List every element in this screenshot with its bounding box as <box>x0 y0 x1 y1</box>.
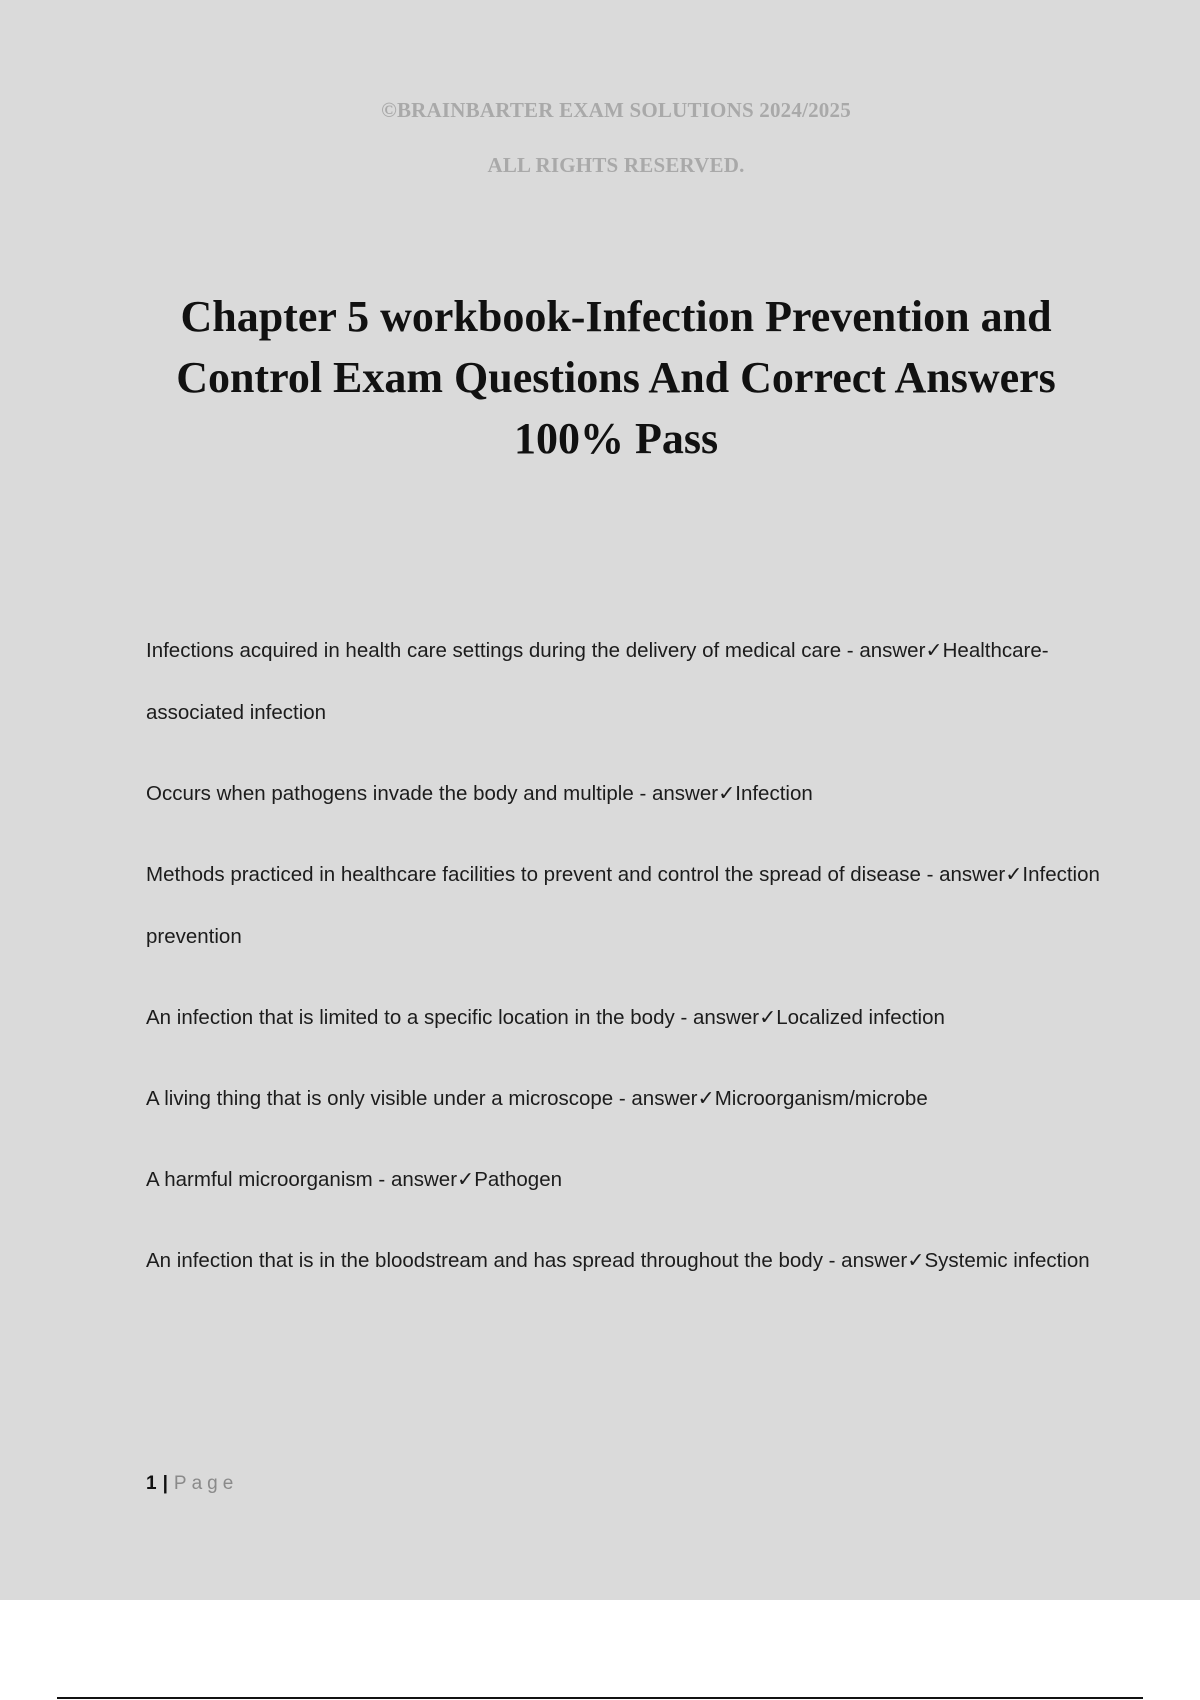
qa-answer: Healthcare-associated infection <box>146 639 1049 724</box>
check-icon: ✓ <box>925 639 943 662</box>
page-label: Page <box>173 1473 239 1494</box>
check-icon: ✓ <box>697 1087 715 1110</box>
check-icon: ✓ <box>457 1168 475 1191</box>
qa-list <box>146 620 1106 1311</box>
qa-answer: Infection <box>735 782 813 805</box>
check-icon: ✓ <box>759 1006 777 1029</box>
qa-separator: - <box>613 1087 632 1110</box>
bottom-divider <box>57 1697 1143 1699</box>
document-title: Chapter 5 workbook-Infection Prevention and Control Exam Questions And Correct Answers 100% Pass <box>176 292 1056 463</box>
qa-answer: Localized infection <box>776 1006 945 1029</box>
qa-answer: Microorganism/microbe <box>714 1087 928 1110</box>
qa-item <box>146 1149 1106 1211</box>
qa-separator: - <box>822 1249 842 1272</box>
qa-separator: - <box>633 782 652 805</box>
qa-answer: Infection prevention <box>146 863 1100 948</box>
qa-item <box>146 1230 1106 1292</box>
answer-label: answer <box>631 1087 698 1110</box>
qa-item <box>146 763 1106 825</box>
qa-separator: - <box>920 863 940 886</box>
footer-separator: | <box>162 1473 168 1494</box>
qa-question: An infection that is in the bloodstream and has spread throughout the body <box>146 1249 823 1272</box>
qa-item <box>146 1068 1106 1130</box>
check-icon: ✓ <box>718 782 736 805</box>
qa-question: A harmful microorganism <box>146 1168 373 1191</box>
qa-question: Occurs when pathogens invade the body and multiple <box>146 782 634 805</box>
qa-answer: Pathogen <box>474 1168 562 1191</box>
answer-label: answer <box>651 782 719 805</box>
check-icon: ✓ <box>1005 863 1023 886</box>
answer-label: answer <box>390 1168 458 1191</box>
qa-item <box>146 844 1106 968</box>
qa-separator: - <box>674 1006 693 1029</box>
qa-question: A living thing that is only visible under a microscope <box>146 1087 614 1110</box>
check-icon: ✓ <box>907 1249 925 1272</box>
qa-answer: Systemic infection <box>924 1249 1090 1272</box>
watermark-rights: ALL RIGHTS RESERVED. <box>487 153 745 177</box>
answer-label: answer <box>692 1006 760 1029</box>
qa-separator: - <box>841 639 860 662</box>
qa-question: Methods practiced in healthcare facilities to prevent and control the spread of disease <box>146 863 921 886</box>
page-number: 1 <box>146 1473 157 1494</box>
qa-question: An infection that is limited to a specific location in the body <box>146 1006 675 1029</box>
answer-label: answer <box>859 639 926 662</box>
watermark-copyright: ©BRAINBARTER EXAM SOLUTIONS 2024/2025 <box>381 98 851 122</box>
qa-question: Infections acquired in health care settings during the delivery of medical care <box>146 639 842 662</box>
answer-label: answer <box>841 1249 908 1272</box>
qa-item <box>146 620 1106 744</box>
qa-item <box>146 987 1106 1049</box>
qa-separator: - <box>372 1168 391 1191</box>
answer-label: answer <box>939 863 1006 886</box>
page-footer <box>146 1473 238 1495</box>
